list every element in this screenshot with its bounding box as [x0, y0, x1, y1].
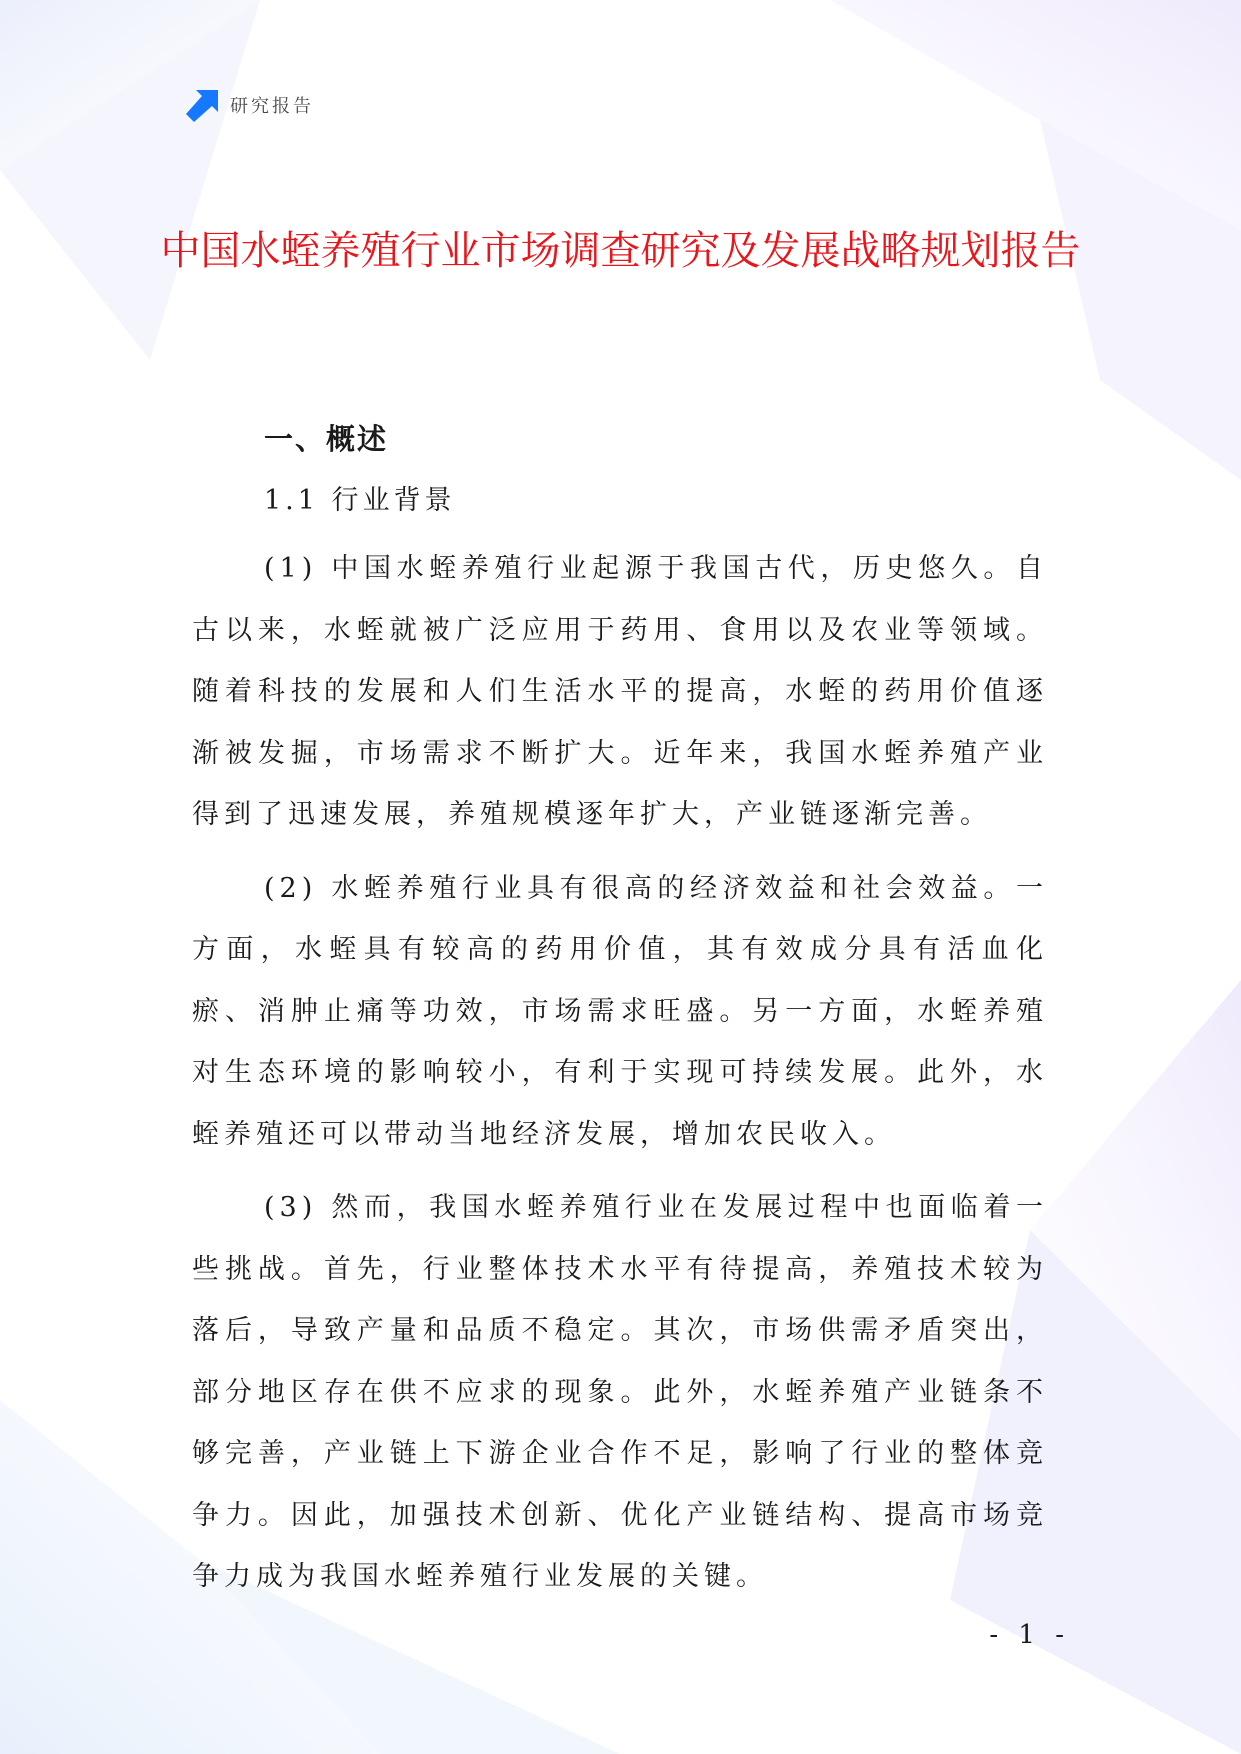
document-title: 中国水蛭养殖行业市场调查研究及发展战略规划报告: [160, 228, 1081, 274]
sub-heading: 1.1 行业背景: [264, 485, 456, 516]
report-header: [186, 88, 314, 122]
paragraph-1: (1) 中国水蛭养殖行业起源于我国古代，历史悠久。自古以来，水蛭就被广泛应用于药用、食用以及农业等领域。随着科技的发展和人们生活水平的提高，水蛭的药用价值逐渐被发掘，市场需求不断扩大。近年来，我国水蛭养殖产业得到了迅速发展，养殖规模逐年扩大，产业链逐渐完善。: [192, 553, 1048, 830]
paragraph-3: (3) 然而，我国水蛭养殖行业在发展过程中也面临着一些挑战。首先，行业整体技术水平有待提高，养殖技术较为落后，导致产量和品质不稳定。其次，市场供需矛盾突出，部分地区存在供不应求的现象。此外，水蛭养殖产业链条不够完善，产业链上下游企业合作不足，影响了行业的整体竞争力。因此，加强技术创新、优化产业链结构、提高市场竞争力成为我国水蛭养殖行业发展的关键。: [192, 1192, 1048, 1592]
paragraph-2: (2) 水蛭养殖行业具有很高的经济效益和社会效益。一方面，水蛭具有较高的药用价值，其有效成分具有活血化瘀、消肿止痛等功效，市场需求旺盛。另一方面，水蛭养殖对生态环境的影响较小，有利于实现可持续发展。此外，水蛭养殖还可以带动当地经济发展，增加农民收入。: [192, 872, 1048, 1150]
document-body: [192, 414, 1048, 1608]
arrow-up-right-logo-icon: [186, 88, 220, 122]
page-number: - 1 -: [989, 1620, 1070, 1650]
header-label: 研究报告: [230, 96, 314, 117]
section-heading: 一、概述: [264, 422, 389, 456]
